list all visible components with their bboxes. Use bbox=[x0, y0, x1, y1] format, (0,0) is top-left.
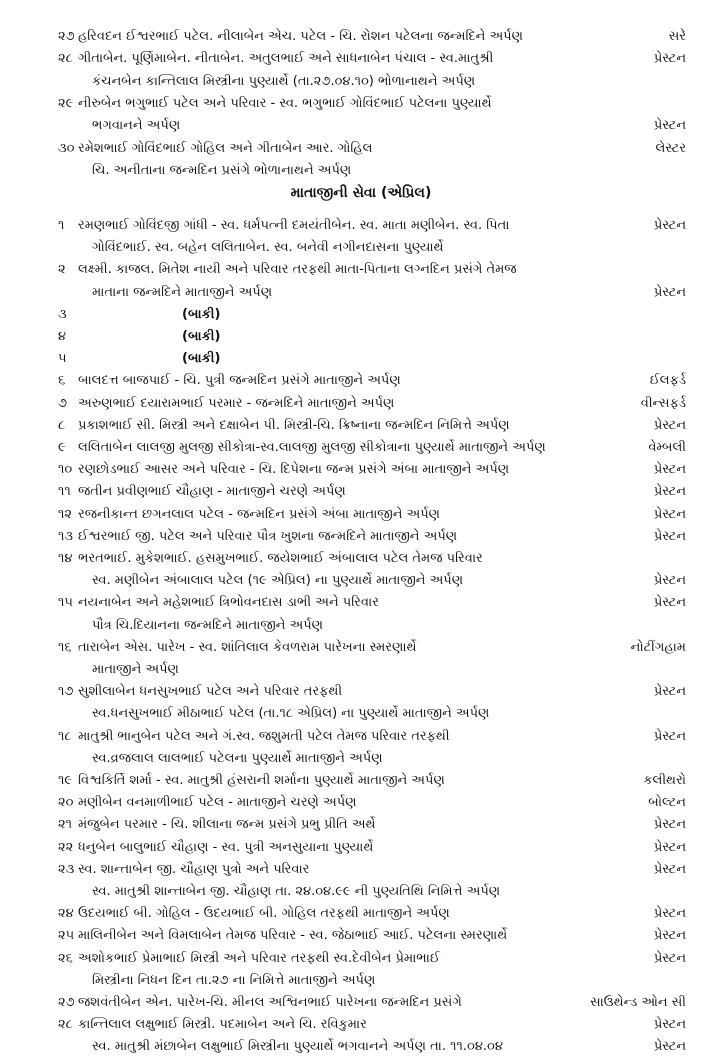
entry-number: ૪ bbox=[58, 329, 67, 344]
entry-text: માતુશ્રી ભાનુબેન પટેલ અને ગં.સ્વ. જશુમતી પટેલ તેમજ પરિવાર તરફથી bbox=[78, 728, 450, 744]
entry-location: સરે bbox=[668, 29, 686, 44]
entry-location: પ્રેસ્ટન bbox=[653, 950, 686, 966]
entry-text: નીરુબેન ભગુભાઈ પટેલ અને પરિવાર - સ્વ. ભગુભાઈ ગોવિંદભાઈ પટેલના પુણ્યાર્થે bbox=[78, 95, 492, 111]
entry-number: ૨૨ bbox=[58, 839, 74, 855]
entry-row bbox=[0, 526, 722, 548]
entry-row bbox=[0, 237, 722, 259]
entry-number: ૨૭ bbox=[58, 29, 75, 44]
entry-number: ૨૭ bbox=[58, 995, 75, 1010]
entry-row bbox=[0, 681, 722, 703]
entry-text: રજનીકાન્ત છગનલાલ પટેલ - જન્મદિન પ્રસંગે અંબા માતાજીને અર્પણ bbox=[78, 506, 440, 522]
entry-number: ૧૭ bbox=[58, 684, 74, 700]
entry-row bbox=[0, 881, 722, 903]
entry-number: ૫ bbox=[58, 351, 67, 367]
entry-text: કંચનબેન કાન્તિલાલ મિસ્ત્રીના પુણ્યાર્થે (તા.૨૭.૦૪.૧૦) ભોળાનાથને અર્પણ bbox=[92, 73, 476, 89]
entry-row bbox=[0, 326, 722, 348]
entry-text: ભગવાનને અર્પણ bbox=[92, 118, 181, 134]
entry-text: બાલદત્ત બાજપાઈ - ચિ. પુત્રી જન્મદિન પ્રસંગે માતાજીને અર્પણ bbox=[78, 373, 401, 389]
entry-location: પ્રેસ્ટન bbox=[653, 573, 686, 589]
entry-text: અરુણભાઈ દયારામભાઈ પરમાર - જન્મદિને માતાજીને અર્પણ bbox=[78, 395, 395, 411]
entry-row bbox=[0, 437, 722, 459]
entry-text: (બાકી) bbox=[182, 351, 221, 367]
entry-row bbox=[0, 481, 722, 503]
entry-row bbox=[0, 138, 722, 160]
entry-number: ૨૬ bbox=[58, 950, 73, 966]
entry-location: પ્રેસ્ટન bbox=[653, 462, 686, 478]
entry-text: અશોકભાઈ પ્રેમાભાઈ મિસ્ત્રી અને પરિવાર તરફથી સ્વ.દેવીબેન પ્રેમાભાઈ bbox=[78, 950, 440, 966]
entry-text: પૌત્ર ચિ.દિયાનના જન્મદિને માતાજીને અર્પણ bbox=[92, 617, 324, 633]
entry-number: ૨૦ bbox=[58, 795, 74, 811]
entry-row bbox=[0, 348, 722, 370]
entry-number: ૧૪ bbox=[58, 551, 73, 566]
entry-number: ૨૮ bbox=[58, 51, 73, 67]
entry-location: ઈલફર્ડ bbox=[649, 373, 686, 389]
entry-location: બોલ્ટન bbox=[648, 795, 686, 811]
entry-text: સ્વ.ધનસુખભાઈ મીઠાભાઈ પટેલ (તા.૧૮ એપ્રિલ) ના પુણ્યાર્થે માતાજીને અર્પણ bbox=[92, 706, 490, 722]
entry-text: માતાજીને અર્પણ bbox=[92, 662, 179, 677]
entry-number: ૧૨ bbox=[58, 506, 73, 522]
entry-number: ૧૯ bbox=[58, 773, 73, 788]
entry-text: નયનાબેન અને મહેશભાઈ ત્રિભોવનદાસ ડાભી અને પરિવાર bbox=[78, 595, 379, 611]
entry-location: કલીથરો bbox=[643, 773, 686, 788]
entry-text: સુશીલાબેન ધનસુખભાઈ પટેલ અને પરિવાર તરફથી bbox=[78, 684, 343, 700]
entry-text: સ્વ. માતુશ્રી મંછાબેન લક્ષુભાઈ મિસ્ત્રીના પુણ્યાર્થે ભગવાનને અર્પણ તા. ૧૧.૦૪.૦૪ bbox=[92, 1039, 503, 1055]
entry-text: પ્રકાશભાઈ સી. મિસ્ત્રી અને દક્ષાબેન પી. મિસ્ત્રી-ચિ. ક્રિષ્નાના જન્મદિન નિમિત્તે અર્પણ bbox=[78, 417, 510, 433]
entry-number: ૨૫ bbox=[58, 928, 75, 944]
entry-number: ૧૦ bbox=[58, 462, 73, 478]
entry-location: પ્રેસ્ટન bbox=[653, 528, 686, 544]
entry-row bbox=[0, 592, 722, 614]
entry-number: ૧૩ bbox=[58, 528, 74, 544]
entry-row bbox=[0, 459, 722, 481]
entry-location: પ્રેસ્ટન bbox=[653, 595, 686, 611]
entry-location: પ્રેસ્ટન bbox=[653, 906, 686, 922]
entry-number: ૩ bbox=[58, 306, 67, 322]
entry-text: લલિતાબેન લાલજી મુલજી સીકોત્રા-સ્વ.લાલજી મુલજી સીકોત્રાના પુણ્યાર્થે માતાજીને અર્પણ bbox=[78, 440, 546, 455]
entry-row bbox=[0, 282, 722, 304]
entry-row bbox=[0, 370, 722, 392]
entry-text: લક્ષ્મી. કાજલ. મિતેશ નાયી અને પરિવાર તરફથી માતા-પિતાના લગ્નદિન પ્રસંગે તેમજ bbox=[78, 262, 517, 278]
entry-text: ગીતાબેન. પૂર્ણિમાબેન. નીતાબેન. અતુલભાઈ અને સાધનાબેન પંચાલ - સ્વ.માતુશ્રી bbox=[78, 51, 494, 67]
entry-row bbox=[0, 93, 722, 115]
entry-row bbox=[0, 415, 722, 437]
entry-text: જશવંતીબેન એન. પારેખ-ચિ. મીનલ અશ્વિનભાઈ પારેખના જન્મદિન પ્રસંગે bbox=[78, 995, 462, 1010]
entry-text: રમણભાઈ ગોવિંદજી ગાંધી - સ્વ. ધર્મપત્ની દમયંતીબેન. સ્વ. માતા મણીબેન. સ્વ. પિતા bbox=[78, 218, 510, 233]
entry-row bbox=[0, 26, 722, 48]
entry-row bbox=[0, 215, 722, 237]
entry-row bbox=[0, 548, 722, 570]
entry-text: સ્વ. માતુશ્રી શાન્તાબેન જી. ચૌહાણ તા. ૨૪.૦૪.૯૯ ની પુણ્યતિથિ નિમિત્તે અર્પણ bbox=[92, 884, 501, 899]
entry-location: પ્રેસ્ટન bbox=[653, 417, 686, 433]
entry-row bbox=[0, 393, 722, 415]
entry-text: સ્વ. મણીબેન અંબાલાલ પટેલ (૧૯ એપ્રિલ) ના પુણ્યાર્થે માતાજીને અર્પણ bbox=[92, 573, 464, 589]
entry-row bbox=[0, 970, 722, 992]
entry-text: કાન્તિલાલ લક્ષુભાઈ મિસ્ત્રી. પદમાબેન અને ચિ. રવિકુમાર bbox=[78, 1017, 367, 1033]
entry-row bbox=[0, 1036, 722, 1058]
entry-location: પ્રેસ્ટન bbox=[653, 861, 686, 877]
entry-row bbox=[0, 615, 722, 637]
entry-number: ૨૯ bbox=[58, 95, 74, 111]
entry-row bbox=[0, 504, 722, 526]
entry-location: વેમ્બલી bbox=[648, 440, 686, 455]
entry-number: ૧ bbox=[58, 218, 65, 233]
entry-number: ૭ bbox=[58, 395, 68, 411]
entry-row bbox=[0, 837, 722, 859]
entry-location: પ્રેસ્ટન bbox=[653, 817, 686, 833]
entry-row bbox=[0, 748, 722, 770]
entry-number: ૬ bbox=[58, 373, 66, 389]
entry-text: મિસ્ત્રીના નિધન દિન તા.૨૭ ના નિમિત્તે માતાજીને અર્પણ bbox=[92, 972, 376, 988]
entry-location: નોટીંગહામ bbox=[630, 639, 686, 655]
entry-row bbox=[0, 1014, 722, 1036]
entry-text: તારાબેન એસ. પારેખ - સ્વ. શાંતિલાલ કેવળરામ પારેખના સ્મરણાર્થે bbox=[78, 639, 417, 655]
entry-text: મંજુબેન પરમાર - ચિ. શીલાના જન્મ પ્રસંગે પ્રભુ પ્રીતિ અર્થે bbox=[78, 817, 376, 833]
entry-row bbox=[0, 659, 722, 681]
entry-row bbox=[0, 304, 722, 326]
entry-number: ૨ bbox=[58, 262, 66, 278]
entry-row bbox=[0, 992, 722, 1014]
entry-location: પ્રેસ્ટન bbox=[653, 484, 686, 500]
entry-text: રમેશભાઈ ગોવિંદભાઈ ગોહિલ અને ગીતાબેન આર. ગોહિલ bbox=[78, 140, 373, 156]
entry-text: સ્વ.વ્રજલાલ લાલભાઈ પટેલના પુણ્યાર્થે માતાજીને અર્પણ bbox=[92, 750, 383, 766]
entry-location: પ્રેસ્ટન bbox=[653, 684, 686, 700]
entry-row bbox=[0, 637, 722, 659]
entry-number: ૯ bbox=[58, 440, 66, 455]
entry-location: પ્રેસ્ટન bbox=[653, 839, 686, 855]
entry-text: જતીન પ્રવીણભાઈ ચૌહાણ - માતાજીને ચરણે અર્પણ bbox=[78, 484, 346, 500]
entry-text: ઉદયભાઈ બી. ગોહિલ - ઉદયભાઈ બી. ગોહિલ તરફથી માતાજીને અર્પણ bbox=[78, 906, 450, 922]
entry-row bbox=[0, 160, 722, 182]
entry-text: માતાના જન્મદિને માતાજીને અર્પણ bbox=[92, 284, 273, 300]
entry-row bbox=[0, 948, 722, 970]
entry-text: માલિનીબેન અને વિમલાબેન તેમજ પરિવાર - સ્વ. જેઠાભાઈ આઈ. પટેલના સ્મરણાર્થે bbox=[78, 928, 508, 944]
entry-text: ઈશ્વરભાઈ જી. પટેલ અને પરિવાર પૌત્ર ખુશના જન્મદિને માતાજીને અર્પણ bbox=[78, 528, 458, 544]
entry-location: લેસ્ટર bbox=[655, 140, 686, 156]
entry-number: ૨૪ bbox=[58, 906, 74, 922]
entry-row bbox=[0, 859, 722, 881]
entry-number: ૧૬ bbox=[58, 639, 72, 655]
entry-text: રણછોડભાઈ આસર અને પરિવાર - ચિ. દિપેશના જન્મ પ્રસંગે અંબા માતાજીને અર્પણ bbox=[78, 462, 510, 478]
entry-row bbox=[0, 71, 722, 93]
entry-location: પ્રેસ્ટન bbox=[653, 728, 686, 744]
entry-number: ૨૧ bbox=[58, 817, 73, 833]
entry-row bbox=[0, 770, 722, 792]
entry-location: પ્રેસ્ટન bbox=[653, 284, 686, 300]
entry-row bbox=[0, 726, 722, 748]
entry-number: ૧૧ bbox=[58, 484, 71, 500]
entry-number: ૩૦ bbox=[58, 140, 75, 156]
entry-location: પ્રેસ્ટન bbox=[653, 218, 686, 233]
entry-text: વિશ્વકિર્તિ શર્મા - સ્વ. માતુશ્રી હંસરાની શર્માના પુણ્યાર્થે માતાજીને અર્પણ bbox=[78, 773, 445, 788]
entry-location: પ્રેસ્ટન bbox=[653, 506, 686, 522]
entry-row bbox=[0, 259, 722, 281]
entry-location: પ્રેસ્ટન bbox=[653, 118, 686, 134]
entry-number: ૨૮ bbox=[58, 1017, 73, 1033]
entry-text: ચિ. અનીતાના જન્મદિન પ્રસંગે ભોળાનાથને અર્પણ bbox=[92, 162, 352, 178]
entry-location: પ્રેસ્ટન bbox=[653, 1039, 686, 1055]
entry-text: ભરતભાઈ. મુકેશભાઈ. હસમુખભાઈ. જયેશભાઈ અંબાલાલ પટેલ તેમજ પરિવાર bbox=[78, 551, 483, 566]
entry-number: ૧૫ bbox=[58, 595, 73, 611]
entry-number: ૨૩ bbox=[58, 861, 75, 877]
entry-row bbox=[0, 792, 722, 814]
entry-location: સાઉથેન્ડ ઓન સી bbox=[590, 995, 686, 1010]
entry-row bbox=[0, 814, 722, 836]
section-title: માતાજીની સેવા (એપ્રિલ) bbox=[290, 185, 432, 201]
entry-text: મણીબેન વનમાળીભાઈ પટેલ - માતાજીને ચરણે અર્પણ bbox=[78, 795, 357, 811]
entry-text: હરિવદન ઈશ્વરભાઈ પટેલ. નીલાબેન એચ. પટેલ - ચિ. રોશન પટેલના જન્મદિને અર્પણ bbox=[78, 29, 523, 44]
entry-row bbox=[0, 703, 722, 725]
entry-text: (બાકી) bbox=[182, 329, 221, 344]
entry-text: (બાકી) bbox=[182, 306, 221, 322]
entry-text: સ્વ. શાન્તાબેન જી. ચૌહાણ પુત્રો અને પરિવાર bbox=[78, 861, 310, 877]
entry-row bbox=[0, 48, 722, 70]
entry-text: ગોવિંદભાઈ. સ્વ. બહેન લલિતાબેન. સ્વ. બનેવી નગીનદાસના પુણ્યાર્થે bbox=[92, 240, 444, 256]
entry-location: વીન્સફર્ડ bbox=[640, 395, 686, 411]
entry-text: ધનુબેન બાલુભાઈ ચૌહાણ - સ્વ. પુત્રી અનસુયાના પુણ્યાર્થે bbox=[78, 839, 374, 855]
entry-number: ૧૮ bbox=[58, 728, 72, 744]
entry-row bbox=[0, 570, 722, 592]
entry-location: પ્રેસ્ટન bbox=[653, 928, 686, 944]
entry-number: ૮ bbox=[58, 417, 66, 433]
entry-row bbox=[0, 115, 722, 137]
entry-location: પ્રેસ્ટન bbox=[653, 1017, 686, 1033]
entry-location: પ્રેસ્ટન bbox=[653, 51, 686, 67]
entry-row bbox=[0, 903, 722, 925]
entry-row bbox=[0, 925, 722, 947]
